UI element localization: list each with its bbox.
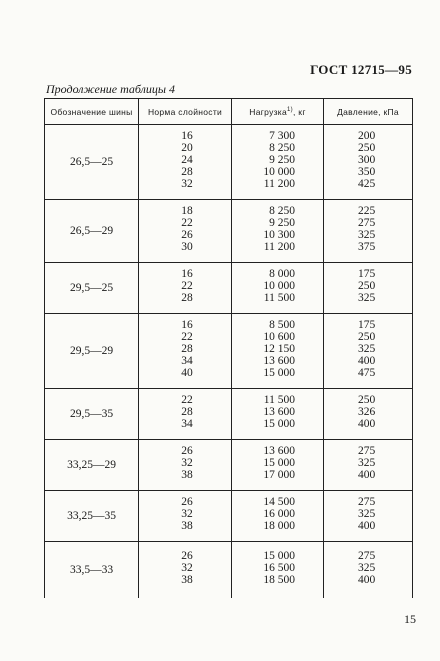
pressure-value-cell [324,440,413,491]
pressure-value-cell [324,125,413,200]
table-header-row [45,99,413,125]
tire-designation: 26,5—25 [45,125,139,200]
tire-designation: 33,5—33 [45,542,139,599]
header-load-unit: , кг [292,106,306,117]
pressure-value: 400 [358,520,376,532]
tire-designation: 33,25—29 [45,440,139,491]
load-value: 8 250 [269,205,295,217]
load-value: 9 250 [269,217,295,229]
header-pressure: Давление, кПа [324,99,413,125]
pressure-value: 375 [358,241,376,253]
ply-rating: 22 [181,217,193,229]
ply-rating: 38 [181,574,193,586]
ply-rating: 16 [181,268,193,280]
load-value: 15 000 [263,550,295,562]
tire-load-table [44,98,413,598]
load-value: 18 000 [263,520,295,532]
ply-rating: 16 [181,130,193,142]
load-value-cell [232,125,324,200]
load-value-cell [232,440,324,491]
load-value: 15 000 [263,418,295,430]
pressure-value-cell [324,542,413,599]
ply-rating: 28 [181,406,193,418]
ply-rating: 38 [181,520,193,532]
pressure-value: 400 [358,469,376,481]
ply-rating: 26 [181,229,193,241]
ply-rating-cell [139,263,232,314]
ply-rating: 22 [181,394,193,406]
ply-rating: 32 [181,508,193,520]
pressure-value-cell [324,314,413,389]
pressure-value: 350 [358,166,376,178]
load-value: 13 600 [263,445,295,457]
pressure-value: 275 [358,445,376,457]
ply-rating: 26 [181,496,193,508]
load-value: 10 300 [263,229,295,241]
pressure-value: 225 [358,205,376,217]
pressure-value-cell [324,200,413,263]
header-tire: Обозначение шины [45,99,139,125]
page-number: 15 [404,612,416,626]
pressure-value: 400 [358,418,376,430]
ply-rating: 26 [181,550,193,562]
ply-rating-cell [139,389,232,440]
load-value: 18 500 [263,574,295,586]
ply-rating: 30 [181,241,193,253]
ply-rating: 34 [181,418,193,430]
load-value: 10 600 [263,331,295,343]
load-value: 12 150 [263,343,295,355]
pressure-value: 325 [358,457,376,469]
load-value-cell [232,542,324,599]
load-value: 11 200 [263,241,295,253]
ply-rating: 38 [181,469,193,481]
table-row [45,491,413,542]
load-value: 14 500 [263,496,295,508]
pressure-value: 250 [358,142,376,154]
pressure-value: 325 [358,343,376,355]
tire-designation: 29,5—29 [45,314,139,389]
pressure-value: 200 [358,130,376,142]
load-value: 10 000 [263,280,295,292]
ply-rating: 28 [181,343,193,355]
load-value-cell [232,491,324,542]
pressure-value: 475 [358,367,376,379]
load-value: 11 500 [263,292,295,304]
pressure-value: 175 [358,319,376,331]
ply-rating: 16 [181,319,193,331]
table-row [45,542,413,599]
standard-number: ГОСТ 12715—95 [310,62,412,77]
ply-rating: 22 [181,331,193,343]
load-value: 15 000 [263,367,295,379]
pressure-value-cell [324,491,413,542]
tire-designation: 33,25—35 [45,491,139,542]
load-value: 16 000 [263,508,295,520]
ply-rating: 40 [181,367,193,379]
load-value: 7 300 [269,130,295,142]
load-value-cell [232,263,324,314]
ply-rating-cell [139,200,232,263]
ply-rating-cell [139,125,232,200]
header-load [232,99,324,125]
ply-rating-cell [139,542,232,599]
load-value: 11 200 [263,178,295,190]
pressure-value: 400 [358,355,376,367]
pressure-value: 275 [358,550,376,562]
ply-rating: 24 [181,154,193,166]
pressure-value: 175 [358,268,376,280]
pressure-value: 325 [358,562,376,574]
pressure-value: 325 [358,508,376,520]
ply-rating: 18 [181,205,193,217]
load-value: 8 500 [269,319,295,331]
pressure-value: 326 [358,406,376,418]
table-row [45,200,413,263]
header-load-label: Нагрузка [249,106,288,117]
ply-rating: 28 [181,292,193,304]
ply-rating-cell [139,491,232,542]
table-row [45,389,413,440]
ply-rating: 22 [181,280,193,292]
pressure-value: 325 [358,229,376,241]
load-value: 8 250 [269,142,295,154]
pressure-value: 300 [358,154,376,166]
ply-rating: 34 [181,355,193,367]
pressure-value: 250 [358,280,376,292]
ply-rating: 28 [181,166,193,178]
load-value: 13 600 [263,406,295,418]
pressure-value: 250 [358,331,376,343]
ply-rating: 26 [181,445,193,457]
load-value: 10 000 [263,166,295,178]
tire-designation: 26,5—29 [45,200,139,263]
load-value: 17 000 [263,469,295,481]
header-ply: Норма слойности [139,99,232,125]
ply-rating: 20 [181,142,193,154]
pressure-value: 325 [358,292,376,304]
pressure-value: 275 [358,217,376,229]
tire-designation: 29,5—35 [45,389,139,440]
load-value: 13 600 [263,355,295,367]
ply-rating: 32 [181,457,193,469]
pressure-value: 400 [358,574,376,586]
header-load-footnote: 1) [287,106,293,113]
load-value-cell [232,314,324,389]
table-row [45,440,413,491]
ply-rating: 32 [181,562,193,574]
load-value: 15 000 [263,457,295,469]
pressure-value-cell [324,263,413,314]
load-value: 8 000 [269,268,295,280]
ply-rating: 32 [181,178,193,190]
load-value-cell [232,389,324,440]
ply-rating-cell [139,314,232,389]
table-caption: Продолжение таблицы 4 [46,82,176,96]
load-value-cell [232,200,324,263]
table-row [45,263,413,314]
pressure-value: 250 [358,394,376,406]
load-value: 11 500 [263,394,295,406]
tire-designation: 29,5—25 [45,263,139,314]
pressure-value: 275 [358,496,376,508]
table-row [45,125,413,200]
pressure-value-cell [324,389,413,440]
ply-rating-cell [139,440,232,491]
load-value: 9 250 [269,154,295,166]
table-row [45,314,413,389]
pressure-value: 425 [358,178,376,190]
load-value: 16 500 [263,562,295,574]
